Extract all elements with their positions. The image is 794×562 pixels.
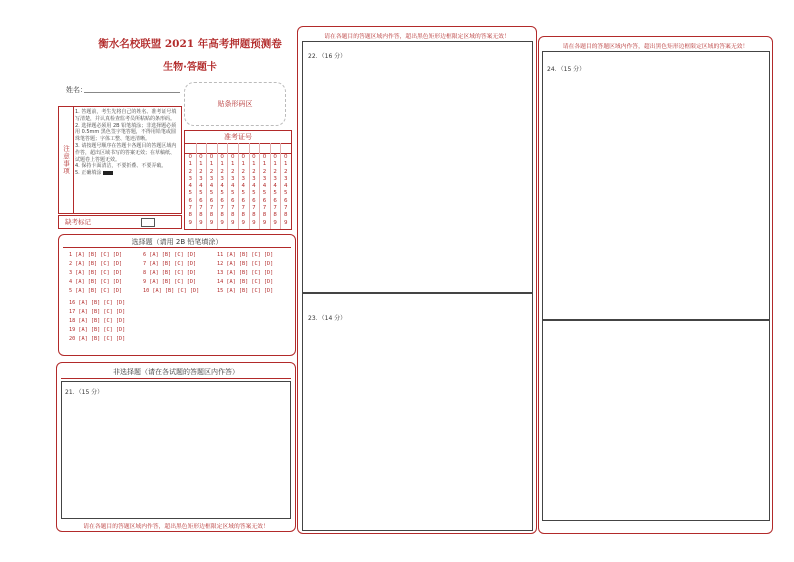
ticket-digit[interactable]: 4	[252, 183, 256, 190]
ticket-digit[interactable]: 3	[209, 175, 214, 182]
choice-question-number: 20	[69, 336, 76, 342]
ticket-digit[interactable]: 2	[241, 168, 246, 175]
ticket-digit[interactable]: 7	[188, 205, 193, 212]
ticket-digit[interactable]: 2	[220, 168, 224, 175]
ticket-digit[interactable]: 0	[283, 154, 288, 160]
choice-heading: 选择题（请用 2B 铅笔填涂）	[131, 238, 223, 246]
ticket-heading: 准考证号	[185, 131, 291, 144]
choice-options[interactable]: [A] [B] [C] [D]	[78, 300, 126, 306]
choice-question-number: 18	[69, 318, 76, 324]
choice-question[interactable]	[143, 270, 196, 276]
ticket-digit[interactable]: 7	[199, 205, 203, 212]
ticket-digit[interactable]: 9	[273, 219, 277, 226]
question-22-label: 22．（16 分）	[308, 53, 347, 60]
note-item: 1. 答题前，考生先将自己的姓名、准考证号填写清楚，并认真检查监考员所粘贴的条形码。	[75, 109, 177, 122]
choice-options[interactable]: [A] [B] [C] [D]	[75, 270, 123, 276]
page-title: 衡水名校联盟 2021 年高考押题预测卷	[98, 38, 282, 50]
choice-options[interactable]: [A] [B] [C] [D]	[149, 252, 197, 258]
ticket-digit[interactable]: 8	[283, 212, 288, 219]
choice-options[interactable]: [A] [B] [C] [D]	[75, 279, 123, 285]
ticket-digit-column[interactable]	[227, 154, 238, 227]
ticket-digit[interactable]: 2	[188, 168, 193, 175]
ticket-digit[interactable]: 0	[273, 154, 277, 160]
right-panel	[538, 36, 773, 534]
ticket-digit[interactable]: 8	[241, 212, 246, 219]
absent-mark-row	[58, 215, 182, 229]
notes-box	[58, 106, 182, 214]
choice-question-number: 16	[69, 300, 76, 306]
ticket-digit[interactable]: 0	[209, 154, 214, 160]
ticket-digit[interactable]: 6	[252, 197, 256, 204]
choice-question[interactable]	[217, 252, 273, 258]
ticket-digit[interactable]: 0	[230, 154, 235, 160]
ticket-digit[interactable]: 5	[188, 190, 193, 197]
ticket-digit[interactable]: 1	[262, 161, 267, 168]
ticket-digit[interactable]: 8	[273, 212, 277, 219]
ticket-digit[interactable]: 7	[230, 205, 235, 212]
ticket-digit[interactable]: 8	[199, 212, 203, 219]
ticket-digit[interactable]: 5	[273, 190, 277, 197]
ticket-digit[interactable]: 5	[209, 190, 214, 197]
ticket-digit[interactable]: 8	[230, 212, 235, 219]
ticket-digit[interactable]: 7	[220, 205, 224, 212]
ticket-digit[interactable]: 9	[199, 219, 203, 226]
ticket-digit-column[interactable]	[259, 154, 270, 227]
note-item: 3. 请按题号顺序在答题卡各题目的答题区域内作答，超出区域书写的答案无效；在草稿纸、试题卷上答题无效。	[75, 142, 177, 163]
ticket-digit[interactable]: 2	[262, 168, 267, 175]
ticket-digit[interactable]: 8	[220, 212, 224, 219]
question-24-label: 24．（15 分）	[547, 66, 586, 73]
choice-question[interactable]	[69, 279, 122, 285]
note-item: 4. 保持卡面清洁，不要折叠、不要弄破。	[75, 163, 167, 170]
ticket-digit[interactable]: 0	[188, 154, 193, 160]
ticket-digit-column[interactable]	[270, 154, 281, 227]
nonchoice-heading: 非选择题（请在各试题的答题区内作答）	[113, 368, 239, 376]
ticket-digit[interactable]: 2	[230, 168, 235, 175]
ticket-digit[interactable]: 9	[241, 219, 246, 226]
ticket-digit[interactable]: 8	[209, 212, 214, 219]
ticket-digit[interactable]: 8	[252, 212, 256, 219]
answer-area-22[interactable]	[302, 41, 533, 294]
note-item-fill-example: 5. 正确填涂	[75, 170, 179, 177]
ticket-digit-column[interactable]	[185, 154, 196, 227]
ticket-digit[interactable]: 7	[273, 205, 277, 212]
ticket-digit[interactable]: 5	[283, 190, 288, 197]
choice-question[interactable]	[69, 327, 125, 333]
ticket-digit[interactable]: 8	[188, 212, 193, 219]
warning-text: 请在各题目的答题区域内作答，超出黑色矩形边框限定区域的答案无效！	[324, 34, 510, 40]
ticket-digit[interactable]: 3	[199, 175, 203, 182]
ticket-digit[interactable]: 0	[262, 154, 267, 160]
ticket-digit-column[interactable]	[206, 154, 217, 227]
ticket-digit[interactable]: 2	[252, 168, 256, 175]
ticket-digit[interactable]: 3	[283, 175, 288, 182]
choice-options[interactable]: [A] [B] [C] [D]	[226, 279, 274, 285]
ticket-digit[interactable]: 0	[199, 154, 203, 160]
ticket-digit[interactable]: 1	[273, 161, 277, 168]
ticket-digit[interactable]: 3	[241, 175, 246, 182]
choice-options[interactable]: [A] [B] [C] [D]	[149, 279, 197, 285]
choice-question-number: 8	[143, 270, 147, 276]
ticket-digit[interactable]: 0	[241, 154, 246, 160]
ticket-digit[interactable]: 1	[220, 161, 224, 168]
choice-options[interactable]: [A] [B] [C] [D]	[152, 288, 200, 294]
ticket-digit[interactable]: 3	[252, 175, 256, 182]
ticket-digit[interactable]: 6	[199, 197, 203, 204]
choice-question-number: 7	[143, 261, 147, 267]
ticket-digit[interactable]: 9	[252, 219, 256, 226]
ticket-digit[interactable]: 4	[262, 183, 267, 190]
choice-question[interactable]	[217, 288, 273, 294]
ticket-digit[interactable]: 2	[283, 168, 288, 175]
ticket-digit[interactable]: 7	[209, 205, 214, 212]
choice-question[interactable]	[143, 252, 196, 258]
answer-area-23[interactable]	[302, 292, 533, 531]
choice-question-number: 2	[69, 261, 73, 267]
choice-question-number: 12	[217, 261, 224, 267]
ticket-digit[interactable]: 9	[262, 219, 267, 226]
ticket-digit[interactable]: 2	[209, 168, 214, 175]
ticket-digit[interactable]: 6	[230, 197, 235, 204]
ticket-digit[interactable]: 1	[283, 161, 288, 168]
answer-area-24-continued[interactable]	[542, 319, 770, 521]
choice-question-number: 1	[69, 252, 73, 258]
ticket-digit[interactable]: 3	[220, 175, 224, 182]
choice-question[interactable]	[69, 300, 125, 306]
ticket-digit-column[interactable]	[217, 154, 228, 227]
choice-options[interactable]: [A] [B] [C] [D]	[149, 270, 197, 276]
ticket-digit[interactable]: 5	[252, 190, 256, 197]
ticket-digit[interactable]: 5	[199, 190, 203, 197]
ticket-digit[interactable]: 4	[199, 183, 203, 190]
choice-question-number: 14	[217, 279, 224, 285]
choice-question[interactable]	[143, 279, 196, 285]
ticket-digit[interactable]: 4	[188, 183, 193, 190]
answer-area-24[interactable]	[542, 51, 770, 321]
ticket-digit[interactable]: 9	[283, 219, 288, 226]
ticket-digit[interactable]: 2	[273, 168, 277, 175]
choice-options[interactable]: [A] [B] [C] [D]	[75, 252, 123, 258]
ticket-digit[interactable]: 0	[252, 154, 256, 160]
choice-question[interactable]	[217, 270, 273, 276]
choice-question[interactable]	[69, 270, 122, 276]
choice-question-number: 10	[143, 288, 150, 294]
ticket-digit[interactable]: 9	[230, 219, 235, 226]
choice-options[interactable]: [A] [B] [C] [D]	[149, 261, 197, 267]
ticket-digit[interactable]: 6	[220, 197, 224, 204]
question-21-label: 21．（15 分）	[65, 389, 104, 396]
ticket-digit[interactable]: 1	[199, 161, 203, 168]
note-item: 2. 选择题必须用 2B 铅笔填涂；非选择题必须用 0.5mm 黑色签字笔答题，不得用铅笔或圆珠笔答题；字体工整、笔迹清晰。	[75, 122, 177, 143]
choice-question-number: 19	[69, 327, 76, 333]
ticket-digit[interactable]: 4	[230, 183, 235, 190]
choice-options[interactable]: [A] [B] [C] [D]	[75, 288, 123, 294]
choice-question-number: 15	[217, 288, 224, 294]
ticket-digit[interactable]: 4	[283, 183, 288, 190]
ticket-digit[interactable]: 4	[241, 183, 246, 190]
warning-text: 请在各题目的答题区域内作答，超出黑色矩形边框限定区域的答案无效！	[562, 44, 749, 50]
absent-label: 缺考标记	[65, 218, 91, 226]
choice-options[interactable]: [A] [B] [C] [D]	[226, 270, 274, 276]
ticket-digit[interactable]: 4	[273, 183, 277, 190]
ticket-digit[interactable]: 9	[220, 219, 224, 226]
choice-question[interactable]	[143, 288, 199, 294]
choice-question-number: 9	[143, 279, 147, 285]
choice-options[interactable]: [A] [B] [C] [D]	[78, 318, 126, 324]
ticket-digit[interactable]: 7	[241, 205, 246, 212]
choice-question[interactable]	[69, 318, 125, 324]
ticket-digit[interactable]: 3	[230, 175, 235, 182]
choice-question[interactable]	[69, 336, 125, 342]
ticket-digit[interactable]: 1	[252, 161, 256, 168]
choice-options[interactable]: [A] [B] [C] [D]	[226, 252, 274, 258]
ticket-digit[interactable]: 5	[262, 190, 267, 197]
choice-options[interactable]: [A] [B] [C] [D]	[226, 288, 274, 294]
name-field[interactable]	[84, 92, 180, 93]
admission-number-grid	[184, 130, 292, 230]
ticket-digit[interactable]: 9	[209, 219, 214, 226]
choice-question-number: 4	[69, 279, 73, 285]
choice-question[interactable]	[217, 261, 273, 267]
answer-area-21[interactable]	[61, 381, 291, 519]
choice-options[interactable]: [A] [B] [C] [D]	[78, 309, 126, 315]
ticket-digit[interactable]: 5	[220, 190, 224, 197]
ticket-digit-column[interactable]	[280, 154, 291, 227]
name-label: 姓名：	[66, 86, 87, 94]
ticket-digit[interactable]: 1	[230, 161, 235, 168]
ticket-digit[interactable]: 6	[273, 197, 277, 204]
ticket-digit[interactable]: 7	[283, 205, 288, 212]
ticket-digit[interactable]: 4	[220, 183, 224, 190]
choice-options[interactable]: [A] [B] [C] [D]	[226, 261, 274, 267]
ticket-digit[interactable]: 8	[262, 212, 267, 219]
choice-question[interactable]	[69, 261, 122, 267]
middle-panel	[297, 26, 537, 534]
ticket-digit[interactable]: 5	[241, 190, 246, 197]
ticket-digit[interactable]: 0	[220, 154, 224, 160]
ticket-digit-column[interactable]	[249, 154, 260, 227]
choice-question-number: 13	[217, 270, 224, 276]
ticket-digit[interactable]: 7	[252, 205, 256, 212]
ticket-digit[interactable]: 1	[241, 161, 246, 168]
absent-checkbox[interactable]	[141, 218, 155, 227]
ticket-digit[interactable]: 7	[262, 205, 267, 212]
ticket-digit[interactable]: 4	[209, 183, 214, 190]
choice-options[interactable]: [A] [B] [C] [D]	[75, 261, 123, 267]
choice-question-number: 6	[143, 252, 147, 258]
ticket-digit[interactable]: 1	[188, 161, 193, 168]
choice-question-number: 3	[69, 270, 73, 276]
ticket-digit[interactable]: 5	[230, 190, 235, 197]
ticket-digit[interactable]: 1	[209, 161, 214, 168]
ticket-digit[interactable]: 6	[209, 197, 214, 204]
choice-question-number: 17	[69, 309, 76, 315]
ticket-digit[interactable]: 6	[283, 197, 288, 204]
warning-text: 请在各题目的答题区域内作答，超出黑色矩形边框限定区域的答案无效！	[83, 524, 269, 530]
choice-question[interactable]	[69, 288, 122, 294]
choice-question[interactable]	[143, 261, 196, 267]
choice-question[interactable]	[69, 252, 122, 258]
choice-question-number: 5	[69, 288, 73, 294]
question-23-label: 23．（14 分）	[308, 315, 347, 322]
choice-question-number: 11	[217, 252, 224, 258]
ticket-digit[interactable]: 9	[188, 219, 193, 226]
ticket-digit-column[interactable]	[238, 154, 249, 227]
choice-question[interactable]	[217, 279, 273, 285]
ticket-digit[interactable]: 2	[199, 168, 203, 175]
ticket-digit[interactable]: 3	[188, 175, 193, 182]
choice-question[interactable]	[69, 309, 125, 315]
page-subtitle: 生物·答题卡	[163, 62, 217, 73]
notes-list	[75, 109, 179, 177]
ticket-digit[interactable]: 3	[262, 175, 267, 182]
choice-options[interactable]: [A] [B] [C] [D]	[78, 327, 126, 333]
ticket-digit[interactable]: 3	[273, 175, 277, 182]
choice-section	[58, 234, 296, 356]
ticket-digit-column[interactable]	[196, 154, 207, 227]
notes-heading: 注意事项	[59, 107, 74, 213]
barcode-sticker-area: 贴条形码区	[184, 82, 286, 126]
nonchoice-section	[56, 362, 296, 532]
ticket-digit[interactable]: 6	[262, 197, 267, 204]
filled-mark-icon	[103, 171, 113, 175]
ticket-digit[interactable]: 6	[188, 197, 193, 204]
choice-options[interactable]: [A] [B] [C] [D]	[78, 336, 126, 342]
ticket-digit[interactable]: 6	[241, 197, 246, 204]
